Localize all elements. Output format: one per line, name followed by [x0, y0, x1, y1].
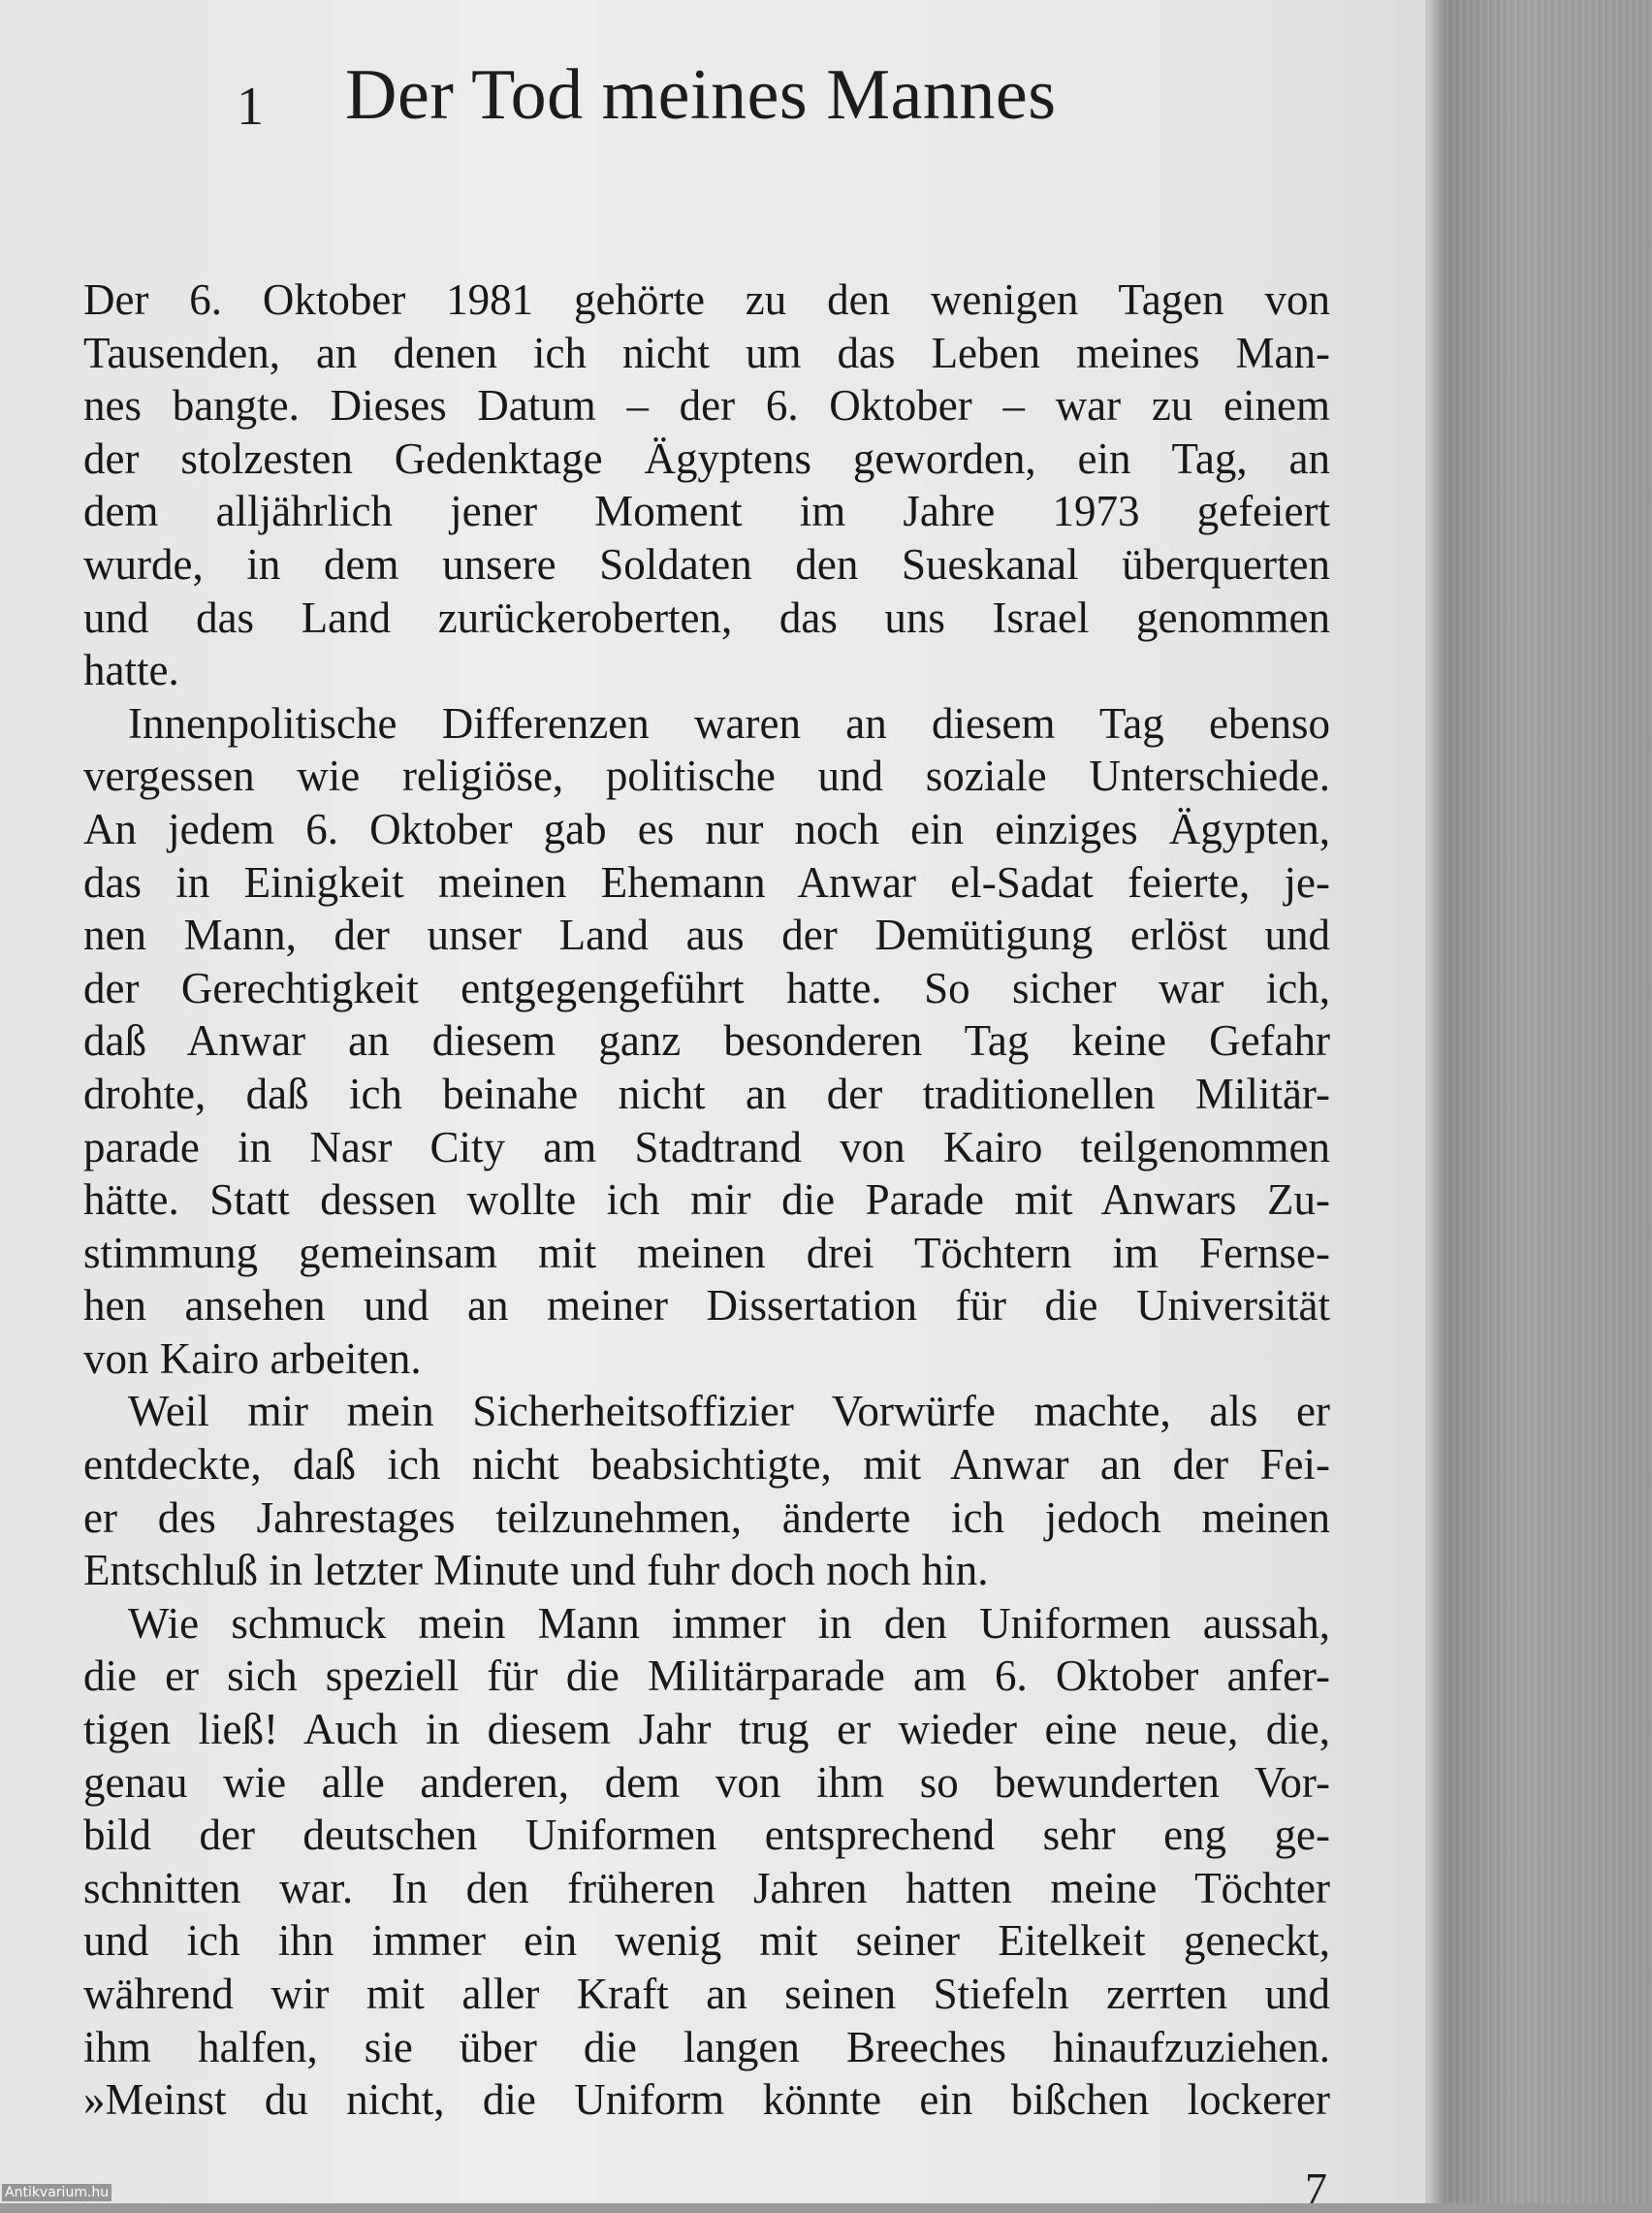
- page-number: 7: [1305, 2164, 1327, 2213]
- text-line: hätte. Statt dessen wollte ich mir die Parade mit Anwars Zu-: [83, 1175, 1330, 1225]
- watermark: Antikvarium.hu: [2, 2184, 111, 2201]
- paragraph: [83, 1597, 1330, 2127]
- text-line: parade in Nasr City am Stadtrand von Kairo teilgenommen: [83, 1122, 1330, 1171]
- text-line: nen Mann, der unser Land aus der Demütigung erlöst und: [83, 911, 1330, 960]
- text-line: entdeckte, daß ich nicht beabsichtigte, mit Anwar an der Fei-: [83, 1440, 1330, 1490]
- text-line: Weil mir mein Sicherheitsoffizier Vorwürfe machte, als er: [128, 1387, 1330, 1436]
- text-line: und das Land zurückeroberten, das uns Israel genommen: [83, 593, 1330, 642]
- text-line: stimmung gemeinsam mit meinen drei Töchtern im Fernse-: [83, 1228, 1330, 1277]
- paragraph: [83, 697, 1330, 1386]
- text-line: ihm halfen, sie über die langen Breeches hinaufzuziehen.: [83, 2022, 1330, 2071]
- paragraph: [83, 273, 1330, 697]
- text-line: die er sich speziell für die Militärparade am 6. Oktober anfer-: [83, 1652, 1330, 1701]
- text-line: Tausenden, an denen ich nicht um das Leben meines Man-: [83, 328, 1330, 377]
- text-line: tigen ließ! Auch in diesem Jahr trug er wieder eine neue, die,: [83, 1705, 1330, 1754]
- text-line: schnitten war. In den früheren Jahren hatten meine Töchter: [83, 1863, 1330, 1912]
- text-line: der stolzesten Gedenktage Ägyptens geworden, ein Tag, an: [83, 433, 1330, 483]
- text-line: wurde, in dem unsere Soldaten den Sueskanal überquerten: [83, 539, 1330, 589]
- text-line: daß Anwar an diesem ganz besonderen Tag keine Gefahr: [83, 1016, 1330, 1066]
- text-line: hatte.: [83, 646, 179, 695]
- text-line: vergessen wie religiöse, politische und soziale Unterschiede.: [83, 752, 1330, 801]
- chapter-heading: [0, 47, 1425, 153]
- text-line: bild der deutschen Uniformen entsprechend sehr eng ge-: [83, 1811, 1330, 1860]
- text-line: An jedem 6. Oktober gab es nur noch ein einziges Ägypten,: [83, 804, 1330, 853]
- text-line: Entschluß in letzter Minute und fuhr doch noch hin.: [83, 1546, 989, 1595]
- text-line: genau wie alle anderen, dem von ihm so bewunderten Vor-: [83, 1757, 1330, 1807]
- text-line: das in Einigkeit meinen Ehemann Anwar el-Sadat feierte, je-: [83, 857, 1330, 907]
- body-text: [83, 273, 1330, 2127]
- text-line: dem alljährlich jener Moment im Jahre 1973 gefeiert: [83, 487, 1330, 536]
- text-line: Innenpolitische Differenzen waren an diesem Tag ebenso: [128, 698, 1330, 748]
- text-line: und ich ihn immer ein wenig mit seiner Eitelkeit geneckt,: [83, 1916, 1330, 1966]
- text-line: »Meinst du nicht, die Uniform könnte ein bißchen lockerer: [83, 2075, 1330, 2125]
- background-surface: [1433, 0, 1652, 2203]
- chapter-number: 1: [237, 77, 264, 137]
- text-line: drohte, daß ich beinahe nicht an der traditionellen Militär-: [83, 1069, 1330, 1118]
- text-line: der Gerechtigkeit entgegengeführt hatte. So sicher war ich,: [83, 963, 1330, 1012]
- text-line: hen ansehen und an meiner Dissertation für die Universität: [83, 1281, 1330, 1331]
- text-line: Der 6. Oktober 1981 gehörte zu den wenigen Tagen von: [83, 275, 1330, 324]
- text-line: nes bangte. Dieses Datum – der 6. Oktober – war zu einem: [83, 381, 1330, 431]
- text-line: während wir mit aller Kraft an seinen Stiefeln zerrten und: [83, 1970, 1330, 2018]
- paragraph: [83, 1385, 1330, 1596]
- text-line: er des Jahrestages teilzunehmen, änderte ich jedoch meinen: [83, 1492, 1330, 1542]
- chapter-title: Der Tod meines Mannes: [345, 55, 1057, 135]
- text-line: Wie schmuck mein Mann immer in den Uniformen aussah,: [128, 1598, 1330, 1648]
- text-line: von Kairo arbeiten.: [83, 1333, 422, 1383]
